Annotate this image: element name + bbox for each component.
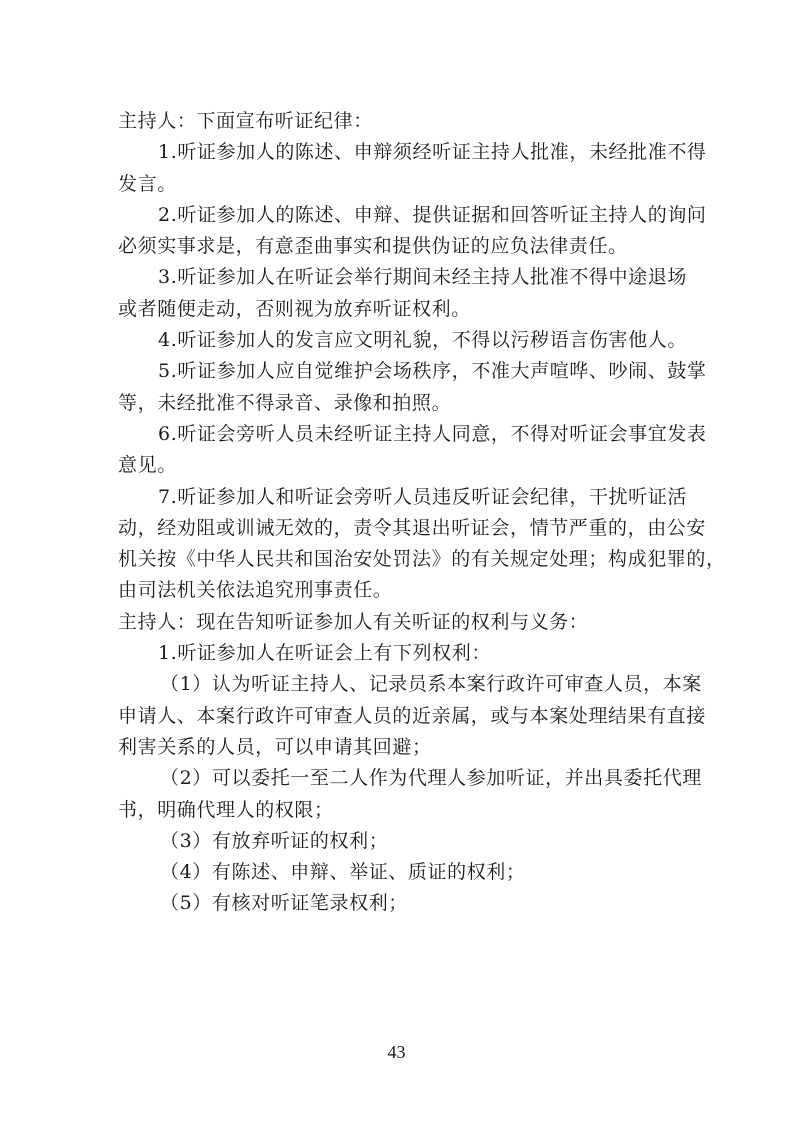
right-1-line-2: 申请人、本案行政许可审查人员的近亲属，或与本案处理结果有直接 (118, 704, 707, 727)
body-text (118, 106, 726, 920)
right-1-line-1: （1）认为听证主持人、记录员系本案行政许可审查人员，本案 (160, 673, 702, 696)
rule-5-line-2: 等，未经批准不得录音、录像和拍照。 (118, 391, 452, 414)
rule-5-line-1: 5.听证参加人应自觉维护会场秩序，不准大声喧哗、吵闹、鼓掌 (158, 360, 707, 383)
rule-1-line-2: 发言。 (118, 172, 177, 195)
right-2-line-2: 书，明确代理人的权限； (118, 798, 334, 821)
rule-6-line-1: 6.听证会旁听人员未经听证主持人同意，不得对听证会事宜发表 (158, 422, 707, 445)
right-2-line-1: （2）可以委托一至二人作为代理人参加听证，并出具委托代理 (160, 767, 702, 790)
rule-4-line-1: 4.听证参加人的发言应文明礼貌，不得以污秽语言伤害他人。 (158, 329, 687, 352)
right-5-line-1: （5）有核对听证笔录权利； (160, 892, 408, 915)
rule-6-line-2: 意见。 (118, 454, 177, 477)
rule-7-line-1: 7.听证参加人和听证会旁听人员违反听证会纪律，干扰听证活 (158, 485, 687, 508)
right-1-line-3: 利害关系的人员，可以申请其回避； (118, 735, 432, 758)
rule-2-line-2: 必须实事求是，有意歪曲事实和提供伪证的应负法律责任。 (118, 235, 628, 258)
rule-1-line-1: 1.听证参加人的陈述、申辩须经听证主持人批准，未经批准不得 (158, 141, 707, 164)
rule-3-line-2: 或者随便走动，否则视为放弃听证权利。 (118, 297, 471, 320)
host-announcement-discipline: 主持人：下面宣布听证纪律： (118, 110, 373, 132)
rights-heading: 1.听证参加人在听证会上有下列权利： (158, 642, 491, 665)
rule-7-line-4: 由司法机关依法追究刑事责任。 (118, 579, 393, 602)
rule-2-line-1: 2.听证参加人的陈述、申辩、提供证据和回答听证主持人的询问 (158, 203, 707, 226)
right-3-line-1: （3）有放弃听证的权利； (160, 829, 389, 852)
host-announcement-rights: 主持人：现在告知听证参加人有关听证的权利与义务： (118, 610, 589, 633)
rule-3-line-1: 3.听证参加人在听证会举行期间未经主持人批准不得中途退场 (158, 266, 687, 289)
right-4-line-1: （4）有陈述、申辩、举证、质证的权利； (160, 861, 526, 884)
rule-7-line-3: 机关按《中华人民共和国治安处罚法》的有关规定处理；构成犯罪的， (118, 548, 726, 571)
page-number: 43 (387, 1042, 406, 1062)
rule-7-line-2: 动，经劝阻或训诫无效的，责令其退出听证会，情节严重的，由公安 (118, 516, 707, 539)
